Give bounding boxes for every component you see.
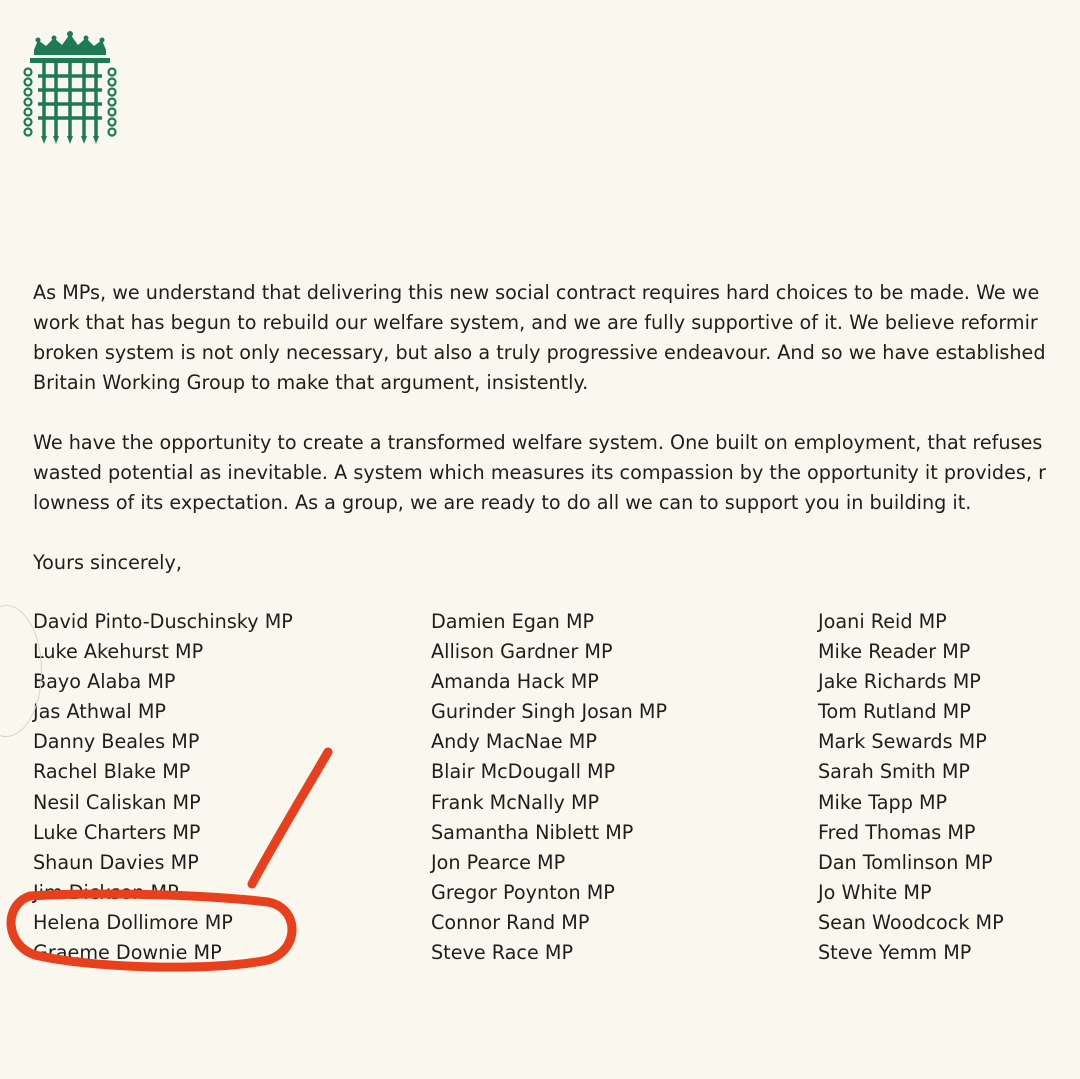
signatory-name: Mark Sewards MP <box>818 730 987 754</box>
signatory-name: Jake Richards MP <box>818 670 981 694</box>
signatory-name: Tom Rutland MP <box>818 700 971 724</box>
signatory-name: Damien Egan MP <box>431 610 595 633</box>
signatory-name: Danny Beales MP <box>33 730 200 754</box>
signatory-name: Gregor Poynton MP <box>431 880 615 904</box>
signatory-name: Sarah Smith MP <box>818 760 970 784</box>
letter-closing: Yours sincerely, <box>33 551 182 574</box>
signatory-column-1 <box>33 607 293 968</box>
signatory-name: Luke Akehurst MP <box>33 640 204 664</box>
paragraph-line: broken system is not only necessary, but also a truly progressive endeavour. And so we have established <box>33 341 1046 364</box>
signatory-name: Sean Woodcock MP <box>818 910 1004 934</box>
signatory-name: David Pinto-Duschinsky MP <box>33 610 293 633</box>
signatory-name: Jo White MP <box>818 880 932 904</box>
signatory-column-2 <box>431 607 667 968</box>
letter-paragraph-1 <box>33 278 1046 398</box>
signatory-name: Connor Rand MP <box>431 910 590 934</box>
signatory-name: Fred Thomas MP <box>818 820 976 844</box>
signatory-name: Rachel Blake MP <box>33 760 191 784</box>
signatory-name: Steve Yemm MP <box>818 941 972 965</box>
paragraph-line: wasted potential as inevitable. A system which measures its compassion by the opportunity it provides, r <box>33 461 1046 484</box>
signatory-name: Amanda Hack MP <box>431 670 599 694</box>
signatory-name: Jas Athwal MP <box>33 700 166 724</box>
signatory-name: Blair McDougall MP <box>431 760 616 784</box>
signatory-name: Jim Dickson MP <box>33 880 179 904</box>
signatory-name: Jon Pearce MP <box>431 850 566 874</box>
signatory-name: Steve Race MP <box>431 941 574 965</box>
paragraph-line: lowness of its expectation. As a group, we are ready to do all we can to support you in building it. <box>33 491 972 514</box>
signatory-name: Andy MacNae MP <box>431 730 597 754</box>
signatory-name: Shaun Davies MP <box>33 850 199 874</box>
portcullis-icon <box>20 30 120 146</box>
signatory-name: Mike Tapp MP <box>818 790 948 814</box>
signatory-name: Allison Gardner MP <box>431 640 613 664</box>
signatory-name: Luke Charters MP <box>33 820 201 844</box>
signatory-name: Frank McNally MP <box>431 790 600 814</box>
signatory-name: Joani Reid MP <box>818 610 947 633</box>
signatory-name: Helena Dollimore MP <box>33 910 233 934</box>
signatory-name: Gurinder Singh Josan MP <box>431 700 668 724</box>
paragraph-line: We have the opportunity to create a transformed welfare system. One built on employment, that refuses <box>33 431 1043 454</box>
signatory-name: Nesil Caliskan MP <box>33 790 201 814</box>
signatory-name: Graeme Downie MP <box>33 941 222 965</box>
paragraph-line: As MPs, we understand that delivering this new social contract requires hard choices to be made. We we <box>33 281 1040 304</box>
letter-paragraph-2 <box>33 428 1046 518</box>
paragraph-line: work that has begun to rebuild our welfare system, and we are fully supportive of it. We believe reformir <box>33 311 1038 334</box>
signatory-name: Samantha Niblett MP <box>431 820 634 844</box>
signatory-column-3 <box>818 607 1004 968</box>
signatory-name: Mike Reader MP <box>818 640 971 664</box>
paragraph-line: Britain Working Group to make that argument, insistently. <box>33 371 589 394</box>
signatory-name: Bayo Alaba MP <box>33 670 176 694</box>
signatory-name: Dan Tomlinson MP <box>818 850 993 874</box>
